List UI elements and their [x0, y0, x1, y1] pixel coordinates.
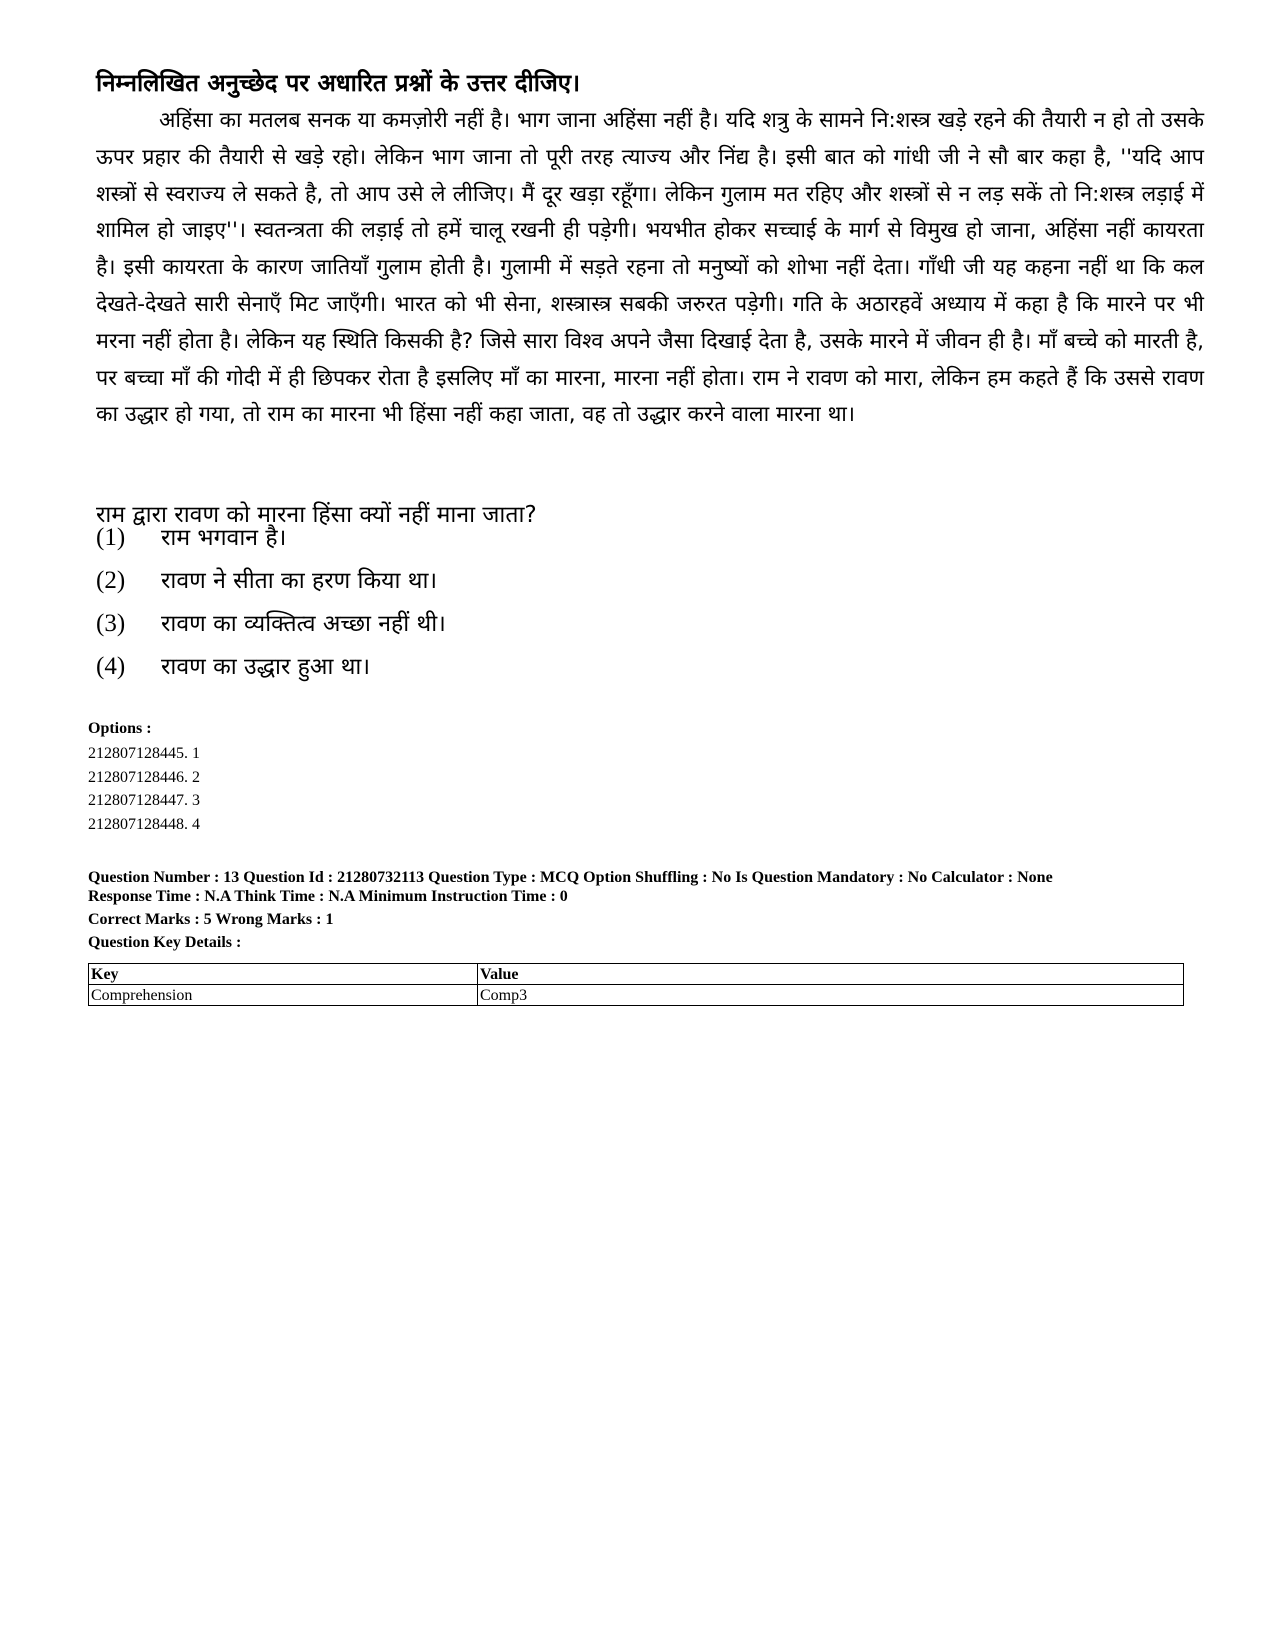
table-cell-value: Comp3	[478, 985, 1184, 1006]
answer-choice-3	[96, 604, 1096, 644]
option-item: 212807128446. 2	[88, 768, 200, 786]
choice-text: राम भगवान है।	[161, 525, 287, 551]
table-row	[89, 985, 1184, 1006]
choice-number: (3)	[96, 610, 126, 637]
column-header-value: Value	[478, 964, 1184, 985]
choice-number: (2)	[96, 567, 126, 594]
question-key-table	[88, 963, 1184, 1006]
question-text: राम द्वारा रावण को मारना हिंसा क्यों नहीं माना जाता?	[96, 502, 537, 528]
choice-text: रावण का उद्धार हुआ था।	[161, 654, 371, 680]
question-meta-line-2: Response Time : N.A Think Time : N.A Minimum Instruction Time : 0	[88, 888, 568, 905]
key-details-label: Question Key Details :	[88, 934, 242, 951]
choice-number: (1)	[96, 524, 126, 551]
answer-choice-2	[96, 561, 1096, 601]
question-meta-line-1: Question Number : 13 Question Id : 21280732113 Question Type : MCQ Option Shuffling : No Is Question Mandatory : No Calculator : None	[88, 869, 1053, 886]
option-item: 212807128445. 1	[88, 745, 200, 762]
table-cell-key: Comprehension	[89, 985, 478, 1006]
column-header-key: Key	[89, 964, 478, 985]
answer-choice-4	[96, 647, 1096, 687]
option-item: 212807128448. 4	[88, 815, 200, 833]
marks-line: Correct Marks : 5 Wrong Marks : 1	[88, 911, 334, 928]
answer-choice-1	[96, 518, 1096, 558]
choice-text: रावण ने सीता का हरण किया था।	[161, 568, 438, 594]
comprehension-heading: निम्नलिखित अनुच्छेद पर अधारित प्रश्नों के उत्तर दीजिए।	[96, 69, 581, 97]
table-header-row	[89, 964, 1184, 985]
options-list	[88, 742, 200, 836]
choice-text: रावण का व्यक्तित्व अच्छा नहीं थी।	[161, 611, 446, 637]
comprehension-passage: अहिंसा का मतलब सनक या कमज़ोरी नहीं है। भाग जाना अहिंसा नहीं है। यदि शत्रु के सामने नि:शस्त्र खड़े रहने की तैयारी न हो तो उसके ऊपर प्रहार की तैयारी से खड़े रहो। लेकिन भाग जाना तो पूरी तरह त्याज्य और निंद्य है। इसी बात को गांधी जी ने सौ बार कहा है, ''यदि आप शस्त्रों से स्वराज्य ले सकते है, तो आप उसे ले लीजिए। मैं दूर खड़ा रहूँगा। लेकिन गुलाम मत रहिए और शस्त्रों से न लड़ सकें तो नि:शस्त्र लड़ाई में शामिल हो जाइए''। स्वतन्त्रता की लड़ाई तो हमें चालू रखनी ही पड़ेगी। भयभीत होकर सच्चाई के मार्ग से विमुख हो जाना, अहिंसा नहीं कायरता है। इसी कायरता के कारण जातियाँ गुलाम होती है। गुलामी में सड़ते रहना तो मनुष्यों को शोभा नहीं देता। गाँधी जी यह कहना नहीं था कि कल देखते-देखते सारी सेनाएँ मिट जाएँगी। भारत को भी सेना, शस्त्रास्त्र सबकी जरुरत पड़ेगी। गति के अठारहवें अध्याय में कहा है कि मारने पर भी मरना नहीं होता है। लेकिन यह स्थिति किसकी है? जिसे सारा विश्व अपने जैसा दिखाई देता है, उसके मारने में जीवन ही है। माँ बच्चे को मारती है, पर बच्चा माँ की गोदी में ही छिपकर रोता है इसलिए माँ का मारना, मारना नहीं होता। राम ने रावण को मारा, लेकिन हम कहते हैं कि उससे रावण का उद्धार हो गया, तो राम का मारना भी हिंसा नहीं कहा जाता, वह तो उद्धार करने वाला मारना था।	[96, 108, 1204, 428]
option-item: 212807128447. 3	[88, 792, 200, 809]
options-label: Options :	[88, 720, 152, 737]
choice-number: (4)	[96, 653, 126, 680]
